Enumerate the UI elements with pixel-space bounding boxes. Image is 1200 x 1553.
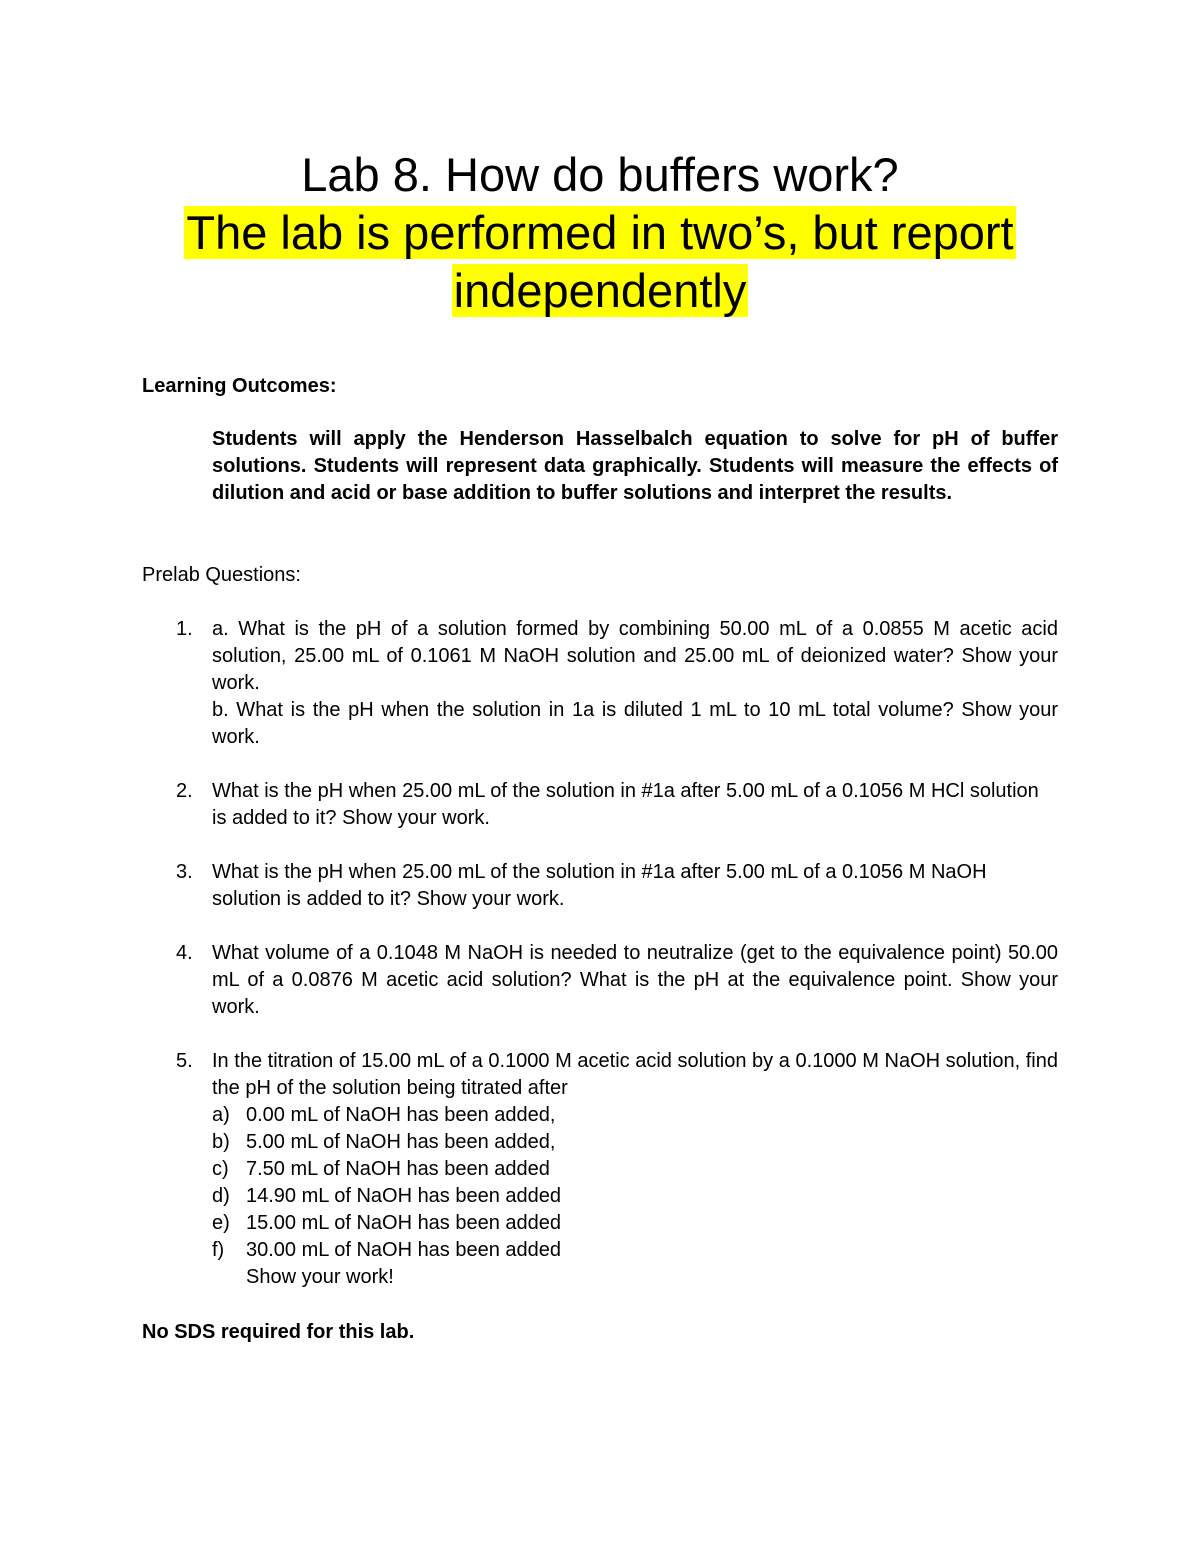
item-text: 7.50 mL of NaOH has been added xyxy=(246,1158,550,1180)
question-number: 2. xyxy=(176,780,193,802)
item-text: 5.00 mL of NaOH has been added, xyxy=(246,1131,556,1153)
item-letter: e) xyxy=(212,1212,230,1234)
list-item xyxy=(212,1183,1058,1210)
page-title: Lab 8. How do buffers work? xyxy=(301,148,899,201)
learning-outcomes-body: Students will apply the Henderson Hasselbalch equation to solve for pH of buffer solutions. Students will represent data graphically. Students will measure the effects of dilution and acid or base addition to buffer solutions and interpret the results. xyxy=(212,428,1058,504)
question-5-text: In the titration of 15.00 mL of a 0.1000 M acetic acid solution by a 0.1000 M NaOH solution, find the pH of the solution being titrated after xyxy=(212,1050,1058,1099)
question-2-text: What is the pH when 25.00 mL of the solution in #1a after 5.00 mL of a 0.1056 M HCl solution is added to it? Show your work. xyxy=(212,780,1039,829)
item-letter: c) xyxy=(212,1158,229,1180)
question-5 xyxy=(142,1048,1058,1291)
list-item xyxy=(212,1129,1058,1156)
question-5-closing: Show your work! xyxy=(246,1266,394,1288)
item-letter: b) xyxy=(212,1131,230,1153)
list-item xyxy=(212,1210,1058,1237)
question-1 xyxy=(142,616,1058,751)
list-item xyxy=(212,1237,1058,1264)
prelab-heading: Prelab Questions: xyxy=(142,564,301,586)
no-sds-note: No SDS required for this lab. xyxy=(142,1321,415,1343)
question-4-text: What volume of a 0.1048 M NaOH is needed to neutralize (get to the equivalence point) 50.00 mL of a 0.0876 M acetic acid solution? What is the pH at the equivalence point. Show your work. xyxy=(212,942,1058,1018)
subtitle-highlight: The lab is performed in two’s, but report independently xyxy=(186,206,1014,317)
learning-outcomes-heading: Learning Outcomes: xyxy=(142,375,337,397)
question-4 xyxy=(142,940,1058,1021)
item-text: 15.00 mL of NaOH has been added xyxy=(246,1212,562,1234)
list-item xyxy=(212,1102,1058,1129)
item-text: 30.00 mL of NaOH has been added xyxy=(246,1239,562,1261)
item-letter: d) xyxy=(212,1185,230,1207)
item-letter: f) xyxy=(212,1239,225,1261)
question-1b-text: b. What is the pH when the solution in 1a is diluted 1 mL to 10 mL total volume? Show your work. xyxy=(212,699,1058,748)
question-3-text: What is the pH when 25.00 mL of the solution in #1a after 5.00 mL of a 0.1056 M NaOH solution is added to it? Show your work. xyxy=(212,861,987,910)
question-number: 1. xyxy=(176,618,193,640)
question-1a-text: a. What is the pH of a solution formed by combining 50.00 mL of a 0.0855 M acetic acid solution, 25.00 mL of 0.1061 M NaOH solution and 25.00 mL of deionized water? Show your work. xyxy=(212,618,1058,694)
item-text: 14.90 mL of NaOH has been added xyxy=(246,1185,562,1207)
item-letter: a) xyxy=(212,1104,230,1126)
question-3 xyxy=(142,859,1058,913)
question-number: 4. xyxy=(176,942,193,964)
page-subtitle xyxy=(140,204,1060,320)
item-text: 0.00 mL of NaOH has been added, xyxy=(246,1104,556,1126)
list-item xyxy=(212,1156,1058,1183)
question-2 xyxy=(142,778,1058,832)
question-number: 3. xyxy=(176,861,193,883)
prelab-question-list xyxy=(142,616,1058,1318)
question-number: 5. xyxy=(176,1050,193,1072)
